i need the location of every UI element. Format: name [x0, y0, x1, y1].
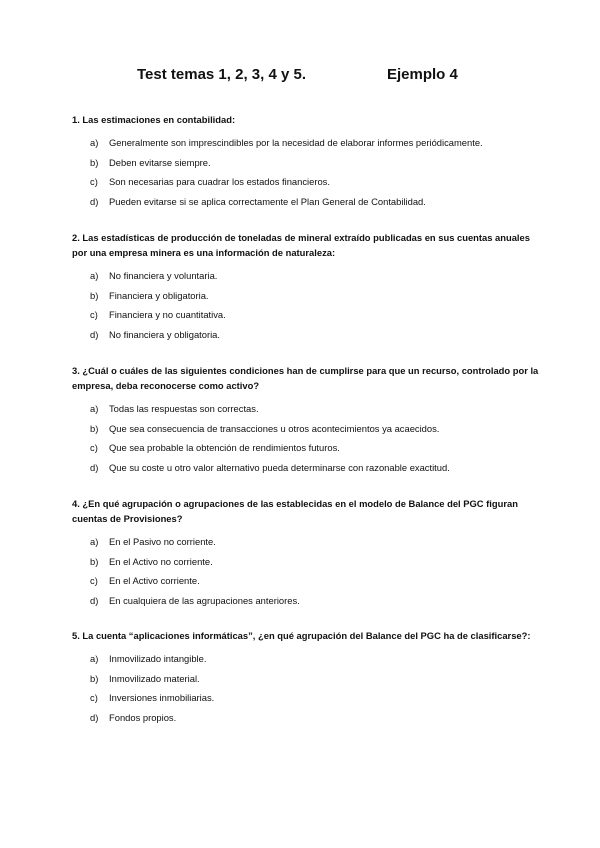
- option-text: Deben evitarse siempre.: [109, 156, 211, 168]
- options-list: [72, 532, 542, 610]
- option-letter: b): [90, 156, 99, 168]
- option-text: Financiera y obligatoria.: [109, 289, 209, 301]
- option-a: [72, 532, 542, 552]
- option-text: Que sea consecuencia de transacciones u otros acontecimientos ya acaecidos.: [109, 422, 440, 434]
- option-letter: a): [90, 270, 99, 281]
- option-letter: d): [90, 195, 99, 207]
- test-title: Test temas 1, 2, 3, 4 y 5.: [137, 66, 306, 83]
- option-text: Financiera y no cuantitativa.: [109, 309, 226, 320]
- option-b: [72, 286, 542, 306]
- option-c: [72, 305, 542, 325]
- option-d: [72, 458, 542, 478]
- option-letter: c): [90, 692, 98, 703]
- option-text: Inmovilizado intangible.: [109, 653, 207, 664]
- question-text: 5. La cuenta “aplicaciones informáticas”, ¿en qué agrupación del Balance del PGC ha de clasificarse?:: [72, 630, 531, 641]
- option-text: Todas las respuestas son correctas.: [109, 403, 259, 414]
- option-letter: d): [90, 594, 99, 606]
- option-letter: a): [90, 403, 99, 414]
- option-letter: b): [90, 422, 99, 434]
- option-letter: a): [90, 137, 99, 148]
- question-3: [72, 363, 542, 477]
- option-text: Son necesarias para cuadrar los estados financieros.: [109, 176, 330, 187]
- example-label: Ejemplo 4: [387, 66, 458, 83]
- option-text: En cualquiera de las agrupaciones anteriores.: [109, 594, 300, 606]
- options-list: [72, 649, 542, 727]
- question-text: 2. Las estadísticas de producción de toneladas de mineral extraído publicadas en sus cuentas anuales por una empresa minera es una información de naturaleza:: [72, 232, 530, 258]
- option-d: [72, 708, 542, 728]
- option-b: [72, 552, 542, 572]
- question-5: [72, 628, 542, 727]
- title-row: [0, 66, 600, 88]
- question-text: 3. ¿Cuál o cuáles de las siguientes condiciones han de cumplirse para que un recurso, controlado por la empresa, deba reconocerse como activo?: [72, 365, 539, 391]
- option-letter: c): [90, 309, 98, 320]
- question-1: [72, 112, 542, 211]
- option-text: Que sea probable la obtención de rendimientos futuros.: [109, 442, 340, 453]
- option-b: [72, 419, 542, 439]
- options-list: [72, 133, 542, 211]
- option-letter: b): [90, 672, 99, 684]
- option-c: [72, 571, 542, 591]
- option-c: [72, 172, 542, 192]
- option-letter: d): [90, 328, 99, 340]
- option-letter: b): [90, 289, 99, 301]
- question-2: [72, 230, 542, 344]
- options-list: [72, 266, 542, 344]
- option-text: En el Activo corriente.: [109, 575, 200, 586]
- option-letter: a): [90, 536, 99, 547]
- options-list: [72, 399, 542, 477]
- option-text: En el Pasivo no corriente.: [109, 536, 216, 547]
- option-text: No financiera y obligatoria.: [109, 328, 220, 340]
- option-a: [72, 133, 542, 153]
- question-4: [72, 496, 542, 610]
- option-c: [72, 438, 542, 458]
- option-letter: c): [90, 575, 98, 586]
- option-letter: d): [90, 461, 99, 473]
- option-a: [72, 649, 542, 669]
- option-letter: b): [90, 555, 99, 567]
- option-b: [72, 669, 542, 689]
- option-text: Pueden evitarse si se aplica correctamente el Plan General de Contabilidad.: [109, 195, 426, 207]
- option-text: Inversiones inmobiliarias.: [109, 692, 215, 703]
- question-text: 1. Las estimaciones en contabilidad:: [72, 114, 236, 125]
- option-letter: a): [90, 653, 99, 664]
- option-a: [72, 399, 542, 419]
- option-text: Generalmente son imprescindibles por la necesidad de elaborar informes periódicamente.: [109, 137, 483, 148]
- option-c: [72, 688, 542, 708]
- option-text: Fondos propios.: [109, 711, 177, 723]
- option-text: No financiera y voluntaria.: [109, 270, 218, 281]
- option-letter: d): [90, 711, 99, 723]
- option-text: Que su coste u otro valor alternativo pueda determinarse con razonable exactitud.: [109, 461, 450, 473]
- option-b: [72, 153, 542, 173]
- option-d: [72, 192, 542, 212]
- question-text: 4. ¿En qué agrupación o agrupaciones de las establecidas en el modelo de Balance del PGC figuran cuentas de Provisiones?: [72, 498, 518, 524]
- option-letter: c): [90, 442, 98, 453]
- option-letter: c): [90, 176, 98, 187]
- option-text: Inmovilizado material.: [109, 672, 200, 684]
- option-d: [72, 591, 542, 611]
- option-d: [72, 325, 542, 345]
- option-text: En el Activo no corriente.: [109, 555, 213, 567]
- option-a: [72, 266, 542, 286]
